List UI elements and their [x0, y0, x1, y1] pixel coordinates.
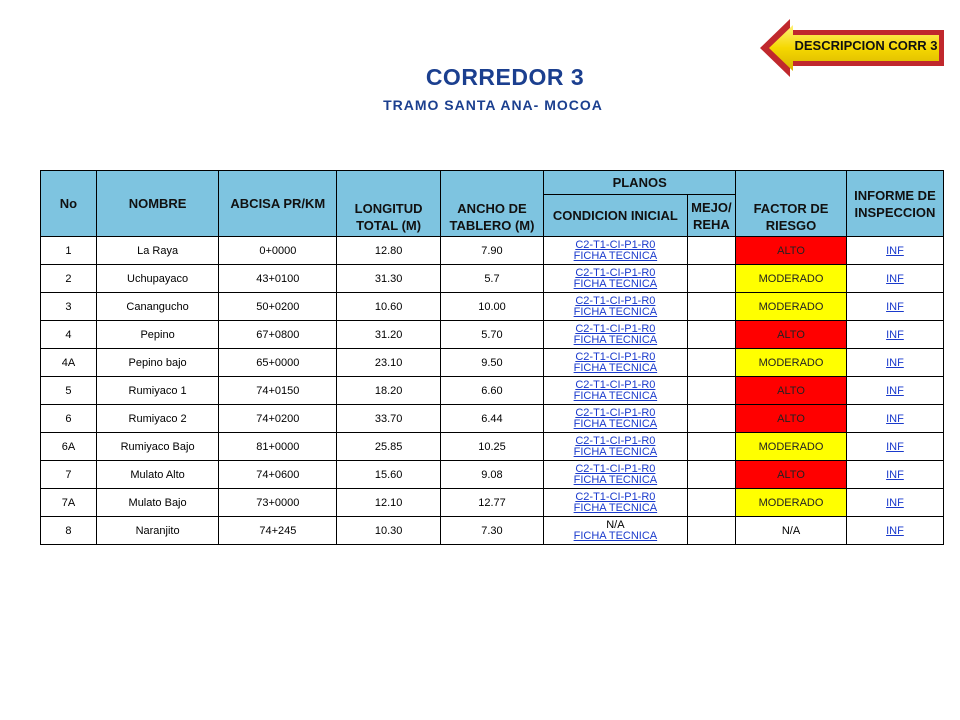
ficha-tecnica-link[interactable]: FICHA TECNICA: [573, 333, 658, 346]
header-mejo: MEJO/ REHA: [687, 195, 736, 237]
row-condicion-inicial: [544, 321, 687, 349]
inf-link[interactable]: INF: [886, 384, 904, 397]
ficha-tecnica-link[interactable]: FICHA TECNICA: [573, 389, 658, 402]
row-longitud: 33.70: [337, 405, 440, 433]
descripcion-corr-3-label: DESCRIPCION CORR 3: [794, 38, 938, 53]
row-mejo-reha: [687, 293, 736, 321]
header-condicion: CONDICION INICIAL: [544, 195, 687, 237]
page-title: CORREDOR 3: [425, 64, 585, 90]
row-informe: [846, 517, 943, 545]
row-longitud: 15.60: [337, 461, 440, 489]
risk-badge: MODERADO: [736, 489, 847, 517]
row-condicion-inicial: [544, 265, 687, 293]
row-informe: [846, 349, 943, 377]
row-longitud: 10.30: [337, 517, 440, 545]
plano-code-link[interactable]: C2-T1-CI-P1-R0: [575, 266, 656, 279]
row-no: 8: [41, 517, 97, 545]
row-nombre: Pepino: [96, 321, 218, 349]
table-row: [41, 517, 944, 545]
row-ancho: 6.44: [440, 405, 543, 433]
row-condicion-inicial: [544, 349, 687, 377]
plano-code-link[interactable]: C2-T1-CI-P1-R0: [575, 238, 656, 251]
ficha-tecnica-link[interactable]: FICHA TECNICA: [573, 361, 658, 374]
row-condicion-inicial: [544, 461, 687, 489]
plano-code-link[interactable]: C2-T1-CI-P1-R0: [575, 322, 656, 335]
row-no: 7: [41, 461, 97, 489]
row-mejo-reha: [687, 321, 736, 349]
plano-code-link[interactable]: C2-T1-CI-P1-R0: [575, 462, 656, 475]
row-condicion-inicial: [544, 293, 687, 321]
row-informe: [846, 265, 943, 293]
row-nombre: La Raya: [96, 237, 218, 265]
row-no: 4A: [41, 349, 97, 377]
ficha-tecnica-link[interactable]: FICHA TECNICA: [573, 305, 658, 318]
row-longitud: 31.30: [337, 265, 440, 293]
row-abcisa: 65+0000: [219, 349, 337, 377]
row-mejo-reha: [687, 489, 736, 517]
plano-code-link[interactable]: C2-T1-CI-P1-R0: [575, 434, 656, 447]
row-no: 6A: [41, 433, 97, 461]
row-nombre: Rumiyaco 1: [96, 377, 218, 405]
row-abcisa: 74+0200: [219, 405, 337, 433]
row-abcisa: 73+0000: [219, 489, 337, 517]
row-ancho: 7.90: [440, 237, 543, 265]
ficha-tecnica-link[interactable]: FICHA TECNICA: [573, 277, 658, 290]
row-no: 6: [41, 405, 97, 433]
row-nombre: Mulato Bajo: [96, 489, 218, 517]
bridges-table: [40, 170, 944, 545]
row-informe: [846, 321, 943, 349]
plano-code-link[interactable]: C2-T1-CI-P1-R0: [575, 490, 656, 503]
row-informe: [846, 237, 943, 265]
page-subtitle: TRAMO SANTA ANA- MOCOA: [383, 97, 603, 113]
ficha-tecnica-link[interactable]: FICHA TECNICA: [573, 473, 658, 486]
row-informe: [846, 293, 943, 321]
table-row: [41, 237, 944, 265]
risk-badge: ALTO: [736, 377, 847, 405]
inf-link[interactable]: INF: [886, 356, 904, 369]
risk-badge: ALTO: [736, 405, 847, 433]
plano-code-link[interactable]: C2-T1-CI-P1-R0: [575, 350, 656, 363]
risk-badge: ALTO: [736, 321, 847, 349]
row-ancho: 6.60: [440, 377, 543, 405]
ficha-tecnica-link[interactable]: FICHA TECNICA: [573, 501, 658, 514]
row-no: 1: [41, 237, 97, 265]
table-row: [41, 405, 944, 433]
row-condicion-inicial: [544, 433, 687, 461]
inf-link[interactable]: INF: [886, 244, 904, 257]
row-no: 5: [41, 377, 97, 405]
row-mejo-reha: [687, 517, 736, 545]
table-row: [41, 321, 944, 349]
risk-badge: MODERADO: [736, 293, 847, 321]
header-abcisa: ABCISA PR/KM: [219, 171, 337, 237]
row-condicion-inicial: [544, 237, 687, 265]
row-informe: [846, 433, 943, 461]
ficha-tecnica-link[interactable]: FICHA TECNICA: [573, 529, 658, 542]
table-row: [41, 461, 944, 489]
table-row: [41, 377, 944, 405]
risk-badge: ALTO: [736, 461, 847, 489]
row-ancho: 7.30: [440, 517, 543, 545]
row-informe: [846, 377, 943, 405]
inf-link[interactable]: INF: [886, 524, 904, 537]
row-abcisa: 74+0600: [219, 461, 337, 489]
row-condicion-inicial: [544, 517, 687, 545]
plano-code-link[interactable]: C2-T1-CI-P1-R0: [575, 294, 656, 307]
header-riesgo: FACTOR DE RIESGO: [736, 171, 847, 237]
row-nombre: Canangucho: [96, 293, 218, 321]
row-mejo-reha: [687, 265, 736, 293]
row-nombre: Mulato Alto: [96, 461, 218, 489]
header-no: No: [41, 171, 97, 237]
inf-link[interactable]: INF: [886, 440, 904, 453]
inf-link[interactable]: INF: [886, 328, 904, 341]
ficha-tecnica-link[interactable]: FICHA TECNICA: [573, 249, 658, 262]
row-no: 7A: [41, 489, 97, 517]
row-abcisa: 74+0150: [219, 377, 337, 405]
plano-code-link[interactable]: C2-T1-CI-P1-R0: [575, 406, 656, 419]
header-planos: PLANOS: [544, 171, 736, 195]
row-abcisa: 50+0200: [219, 293, 337, 321]
row-no: 3: [41, 293, 97, 321]
row-longitud: 12.80: [337, 237, 440, 265]
row-abcisa: 67+0800: [219, 321, 337, 349]
row-abcisa: 81+0000: [219, 433, 337, 461]
row-informe: [846, 461, 943, 489]
risk-badge: ALTO: [736, 237, 847, 265]
risk-badge: MODERADO: [736, 433, 847, 461]
row-ancho: 5.70: [440, 321, 543, 349]
inf-link[interactable]: INF: [886, 272, 904, 285]
row-abcisa: 74+245: [219, 517, 337, 545]
row-mejo-reha: [687, 349, 736, 377]
row-ancho: 9.08: [440, 461, 543, 489]
risk-badge: MODERADO: [736, 349, 847, 377]
table-row: [41, 265, 944, 293]
row-mejo-reha: [687, 377, 736, 405]
row-nombre: Rumiyaco 2: [96, 405, 218, 433]
row-nombre: Pepino bajo: [96, 349, 218, 377]
row-mejo-reha: [687, 405, 736, 433]
row-abcisa: 0+0000: [219, 237, 337, 265]
row-longitud: 18.20: [337, 377, 440, 405]
ficha-tecnica-link[interactable]: FICHA TECNICA: [573, 417, 658, 430]
row-no: 4: [41, 321, 97, 349]
row-informe: [846, 489, 943, 517]
row-longitud: 25.85: [337, 433, 440, 461]
header-ancho: ANCHO DE TABLERO (M): [440, 171, 543, 237]
row-condicion-inicial: [544, 405, 687, 433]
table-row: [41, 349, 944, 377]
row-mejo-reha: [687, 433, 736, 461]
row-ancho: 12.77: [440, 489, 543, 517]
row-abcisa: 43+0100: [219, 265, 337, 293]
header-nombre: NOMBRE: [96, 171, 218, 237]
row-informe: [846, 405, 943, 433]
row-longitud: 23.10: [337, 349, 440, 377]
row-mejo-reha: [687, 461, 736, 489]
row-ancho: 10.25: [440, 433, 543, 461]
ficha-tecnica-link[interactable]: FICHA TECNICA: [573, 445, 658, 458]
inf-link[interactable]: INF: [886, 468, 904, 481]
inf-link[interactable]: INF: [886, 300, 904, 313]
row-condicion-inicial: [544, 489, 687, 517]
row-ancho: 10.00: [440, 293, 543, 321]
table-row: [41, 489, 944, 517]
row-ancho: 5.7: [440, 265, 543, 293]
row-nombre: Uchupayaco: [96, 265, 218, 293]
row-mejo-reha: [687, 237, 736, 265]
row-longitud: 12.10: [337, 489, 440, 517]
table-row: [41, 293, 944, 321]
risk-badge: N/A: [736, 517, 847, 545]
row-condicion-inicial: [544, 377, 687, 405]
inf-link[interactable]: INF: [886, 412, 904, 425]
header-informe: INFORME DE INSPECCION: [846, 171, 943, 237]
risk-badge: MODERADO: [736, 265, 847, 293]
table-row: [41, 433, 944, 461]
header-longitud: LONGITUD TOTAL (M): [337, 171, 440, 237]
row-nombre: Rumiyaco Bajo: [96, 433, 218, 461]
plano-code-link[interactable]: C2-T1-CI-P1-R0: [575, 378, 656, 391]
row-nombre: Naranjito: [96, 517, 218, 545]
row-longitud: 31.20: [337, 321, 440, 349]
inf-link[interactable]: INF: [886, 496, 904, 509]
row-no: 2: [41, 265, 97, 293]
row-longitud: 10.60: [337, 293, 440, 321]
plano-code-text: N/A: [606, 518, 625, 531]
row-ancho: 9.50: [440, 349, 543, 377]
